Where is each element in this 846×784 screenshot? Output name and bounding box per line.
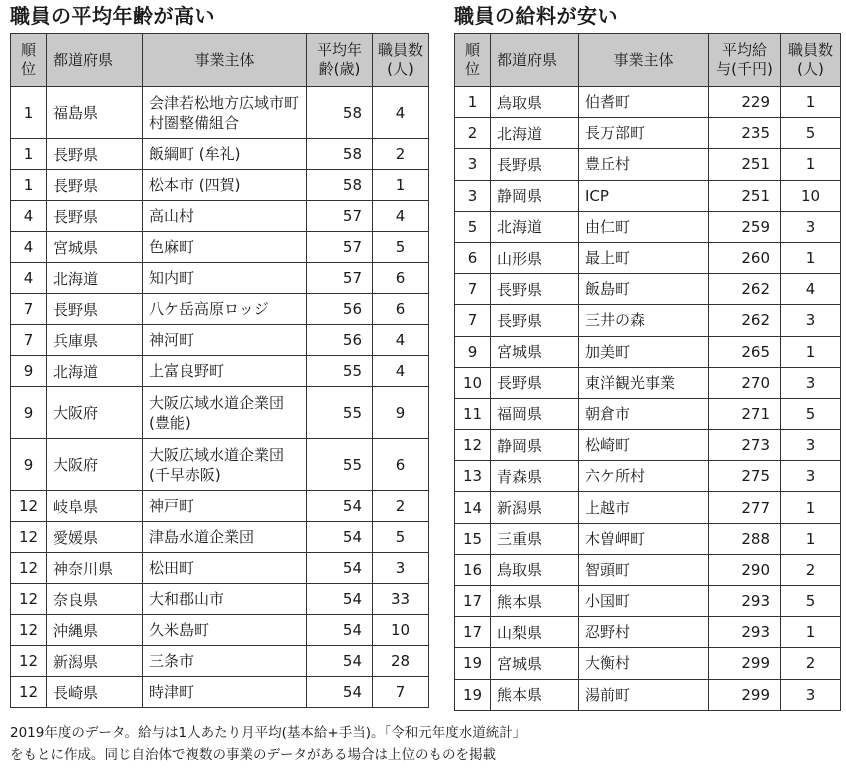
value-cell: 54 <box>307 584 373 615</box>
staff-count-cell: 4 <box>373 201 429 232</box>
footnote <box>10 722 840 766</box>
header-staff-count: 職員数 (人) <box>373 34 429 87</box>
oldest-staff-table <box>10 33 429 708</box>
rank-cell: 2 <box>455 118 491 149</box>
rank-cell: 19 <box>455 648 491 679</box>
staff-count-cell: 3 <box>781 305 841 336</box>
value-cell: 275 <box>709 461 781 492</box>
staff-count-cell: 2 <box>373 139 429 170</box>
prefecture-cell: 北海道 <box>491 118 579 149</box>
entity-cell: 長万部町 <box>579 118 709 149</box>
value-cell: 54 <box>307 522 373 553</box>
entity-cell: 神戸町 <box>143 491 307 522</box>
table-row <box>455 274 841 305</box>
staff-count-cell: 1 <box>781 87 841 118</box>
prefecture-cell: 大阪府 <box>47 387 143 439</box>
table-row <box>11 87 429 139</box>
prefecture-cell: 長野県 <box>47 139 143 170</box>
left-panel <box>10 0 428 708</box>
value-cell: 57 <box>307 201 373 232</box>
table-row <box>11 294 429 325</box>
table-row <box>455 430 841 461</box>
table-row <box>11 139 429 170</box>
rank-cell: 1 <box>455 87 491 118</box>
staff-count-cell: 5 <box>781 118 841 149</box>
entity-cell: 飯島町 <box>579 274 709 305</box>
prefecture-cell: 長野県 <box>491 149 579 180</box>
value-cell: 265 <box>709 336 781 367</box>
staff-count-cell: 5 <box>781 398 841 429</box>
entity-cell: 忍野村 <box>579 617 709 648</box>
value-cell: 54 <box>307 553 373 584</box>
rank-cell: 15 <box>455 523 491 554</box>
value-cell: 58 <box>307 87 373 139</box>
table-row <box>455 492 841 523</box>
table-row <box>11 201 429 232</box>
value-cell: 299 <box>709 679 781 710</box>
table-row <box>11 584 429 615</box>
table-row <box>11 553 429 584</box>
staff-count-cell: 4 <box>373 87 429 139</box>
prefecture-cell: 青森県 <box>491 461 579 492</box>
header-prefecture: 都道府県 <box>491 34 579 87</box>
staff-count-cell: 3 <box>781 430 841 461</box>
rank-cell: 3 <box>455 180 491 211</box>
lowest-salary-table <box>454 33 841 711</box>
prefecture-cell: 宮城県 <box>491 336 579 367</box>
staff-count-cell: 1 <box>781 617 841 648</box>
value-cell: 293 <box>709 617 781 648</box>
value-cell: 58 <box>307 139 373 170</box>
entity-cell: 神河町 <box>143 325 307 356</box>
value-cell: 55 <box>307 439 373 491</box>
entity-cell: 八ケ岳高原ロッジ <box>143 294 307 325</box>
rank-cell: 12 <box>11 553 47 584</box>
entity-cell: 知内町 <box>143 263 307 294</box>
staff-count-cell: 3 <box>781 211 841 242</box>
staff-count-cell: 28 <box>373 646 429 677</box>
prefecture-cell: 静岡県 <box>491 430 579 461</box>
table-header-row <box>11 34 429 87</box>
value-cell: 54 <box>307 615 373 646</box>
value-cell: 56 <box>307 294 373 325</box>
prefecture-cell: 北海道 <box>47 263 143 294</box>
staff-count-cell: 1 <box>373 170 429 201</box>
rank-cell: 17 <box>455 586 491 617</box>
prefecture-cell: 大阪府 <box>47 439 143 491</box>
rank-cell: 12 <box>11 522 47 553</box>
value-cell: 55 <box>307 356 373 387</box>
table-row <box>455 461 841 492</box>
staff-count-cell: 3 <box>373 553 429 584</box>
rank-cell: 12 <box>11 491 47 522</box>
table-row <box>11 170 429 201</box>
table-row <box>455 118 841 149</box>
value-cell: 262 <box>709 274 781 305</box>
rank-cell: 13 <box>455 461 491 492</box>
prefecture-cell: 北海道 <box>47 356 143 387</box>
rank-cell: 12 <box>11 615 47 646</box>
value-cell: 260 <box>709 242 781 273</box>
prefecture-cell: 長野県 <box>47 170 143 201</box>
entity-cell: 最上町 <box>579 242 709 273</box>
staff-count-cell: 2 <box>781 648 841 679</box>
rank-cell: 14 <box>455 492 491 523</box>
prefecture-cell: 福島県 <box>47 87 143 139</box>
table-row <box>11 439 429 491</box>
staff-count-cell: 6 <box>373 263 429 294</box>
entity-cell: 小国町 <box>579 586 709 617</box>
entity-cell: 三条市 <box>143 646 307 677</box>
rank-cell: 9 <box>11 356 47 387</box>
entity-cell: 東洋観光事業 <box>579 367 709 398</box>
value-cell: 277 <box>709 492 781 523</box>
staff-count-cell: 10 <box>781 180 841 211</box>
prefecture-cell: 北海道 <box>491 211 579 242</box>
prefecture-cell: 熊本県 <box>491 679 579 710</box>
table-header-row <box>455 34 841 87</box>
entity-cell: 時津町 <box>143 677 307 708</box>
value-cell: 259 <box>709 211 781 242</box>
table-row <box>11 491 429 522</box>
table-row <box>11 232 429 263</box>
prefecture-cell: 新潟県 <box>47 646 143 677</box>
value-cell: 235 <box>709 118 781 149</box>
table-row <box>11 646 429 677</box>
table-row <box>455 648 841 679</box>
value-cell: 270 <box>709 367 781 398</box>
entity-cell: 松田町 <box>143 553 307 584</box>
staff-count-cell: 3 <box>781 679 841 710</box>
rank-cell: 5 <box>455 211 491 242</box>
entity-cell: ICP <box>579 180 709 211</box>
staff-count-cell: 3 <box>781 461 841 492</box>
rank-cell: 12 <box>11 646 47 677</box>
value-cell: 58 <box>307 170 373 201</box>
table-row <box>455 398 841 429</box>
value-cell: 271 <box>709 398 781 429</box>
staff-count-cell: 9 <box>373 387 429 439</box>
table-row <box>11 677 429 708</box>
footnote-line: をもとに作成。同じ自治体で複数の事業のデータがある場合は上位のものを掲載 <box>10 747 496 763</box>
prefecture-cell: 山梨県 <box>491 617 579 648</box>
table-row <box>11 615 429 646</box>
prefecture-cell: 奈良県 <box>47 584 143 615</box>
value-cell: 229 <box>709 87 781 118</box>
rank-cell: 9 <box>11 439 47 491</box>
value-cell: 251 <box>709 149 781 180</box>
table-row <box>11 522 429 553</box>
entity-cell: 松崎町 <box>579 430 709 461</box>
prefecture-cell: 愛媛県 <box>47 522 143 553</box>
staff-count-cell: 1 <box>781 242 841 273</box>
left-table-title: 職員の平均年齢が高い <box>10 4 215 28</box>
rank-cell: 7 <box>11 325 47 356</box>
value-cell: 293 <box>709 586 781 617</box>
table-row <box>11 325 429 356</box>
value-cell: 290 <box>709 554 781 585</box>
rank-cell: 11 <box>455 398 491 429</box>
value-cell: 299 <box>709 648 781 679</box>
entity-cell: 智頭町 <box>579 554 709 585</box>
entity-cell: 津島水道企業団 <box>143 522 307 553</box>
staff-count-cell: 1 <box>781 492 841 523</box>
staff-count-cell: 7 <box>373 677 429 708</box>
entity-cell: 飯綱町 (牟礼) <box>143 139 307 170</box>
table-row <box>11 263 429 294</box>
staff-count-cell: 4 <box>373 356 429 387</box>
entity-cell: 上富良野町 <box>143 356 307 387</box>
prefecture-cell: 長崎県 <box>47 677 143 708</box>
prefecture-cell: 長野県 <box>47 201 143 232</box>
value-cell: 251 <box>709 180 781 211</box>
value-cell: 54 <box>307 491 373 522</box>
table-row <box>455 554 841 585</box>
prefecture-cell: 宮城県 <box>491 648 579 679</box>
staff-count-cell: 4 <box>373 325 429 356</box>
rank-cell: 12 <box>11 677 47 708</box>
header-average-age: 平均年 齢(歳) <box>307 34 373 87</box>
staff-count-cell: 1 <box>781 336 841 367</box>
prefecture-cell: 兵庫県 <box>47 325 143 356</box>
entity-cell: 朝倉市 <box>579 398 709 429</box>
prefecture-cell: 福岡県 <box>491 398 579 429</box>
table-row <box>455 180 841 211</box>
rank-cell: 4 <box>11 232 47 263</box>
rank-cell: 9 <box>455 336 491 367</box>
staff-count-cell: 6 <box>373 439 429 491</box>
prefecture-cell: 神奈川県 <box>47 553 143 584</box>
value-cell: 57 <box>307 263 373 294</box>
rank-cell: 19 <box>455 679 491 710</box>
rank-cell: 3 <box>455 149 491 180</box>
rank-cell: 7 <box>455 305 491 336</box>
staff-count-cell: 1 <box>781 523 841 554</box>
header-entity: 事業主体 <box>143 34 307 87</box>
header-rank: 順 位 <box>11 34 47 87</box>
rank-cell: 1 <box>11 170 47 201</box>
entity-cell: 豊丘村 <box>579 149 709 180</box>
staff-count-cell: 5 <box>373 232 429 263</box>
entity-cell: 湯前町 <box>579 679 709 710</box>
table-row <box>455 679 841 710</box>
staff-count-cell: 5 <box>373 522 429 553</box>
staff-count-cell: 3 <box>781 367 841 398</box>
table-row <box>455 367 841 398</box>
value-cell: 56 <box>307 325 373 356</box>
entity-cell: 大衡村 <box>579 648 709 679</box>
staff-count-cell: 2 <box>373 491 429 522</box>
prefecture-cell: 長野県 <box>491 274 579 305</box>
prefecture-cell: 鳥取県 <box>491 87 579 118</box>
rank-cell: 9 <box>11 387 47 439</box>
header-prefecture: 都道府県 <box>47 34 143 87</box>
entity-cell: 久米島町 <box>143 615 307 646</box>
value-cell: 55 <box>307 387 373 439</box>
rank-cell: 12 <box>455 430 491 461</box>
entity-cell: 上越市 <box>579 492 709 523</box>
header-average-salary: 平均給 与(千円) <box>709 34 781 87</box>
right-table-title: 職員の給料が安い <box>454 4 618 28</box>
staff-count-cell: 5 <box>781 586 841 617</box>
entity-cell: 大阪広域水道企業団 (豊能) <box>143 387 307 439</box>
rank-cell: 7 <box>455 274 491 305</box>
rank-cell: 4 <box>11 263 47 294</box>
entity-cell: 由仁町 <box>579 211 709 242</box>
entity-cell: 会津若松地方広域市町村圏整備組合 <box>143 87 307 139</box>
entity-cell: 大和郡山市 <box>143 584 307 615</box>
entity-cell: 伯耆町 <box>579 87 709 118</box>
rank-cell: 17 <box>455 617 491 648</box>
header-entity: 事業主体 <box>579 34 709 87</box>
prefecture-cell: 長野県 <box>491 305 579 336</box>
rank-cell: 10 <box>455 367 491 398</box>
footnote-line: 2019年度のデータ。給与は1人あたり月平均(基本給+手当)。「令和元年度水道統計」 <box>10 725 527 741</box>
staff-count-cell: 2 <box>781 554 841 585</box>
right-panel <box>454 0 840 711</box>
header-rank: 順 位 <box>455 34 491 87</box>
value-cell: 262 <box>709 305 781 336</box>
entity-cell: 加美町 <box>579 336 709 367</box>
table-row <box>455 149 841 180</box>
table-row <box>455 336 841 367</box>
rank-cell: 4 <box>11 201 47 232</box>
rank-cell: 1 <box>11 139 47 170</box>
entity-cell: 三井の森 <box>579 305 709 336</box>
prefecture-cell: 鳥取県 <box>491 554 579 585</box>
entity-cell: 色麻町 <box>143 232 307 263</box>
table-row <box>455 523 841 554</box>
table-row <box>455 87 841 118</box>
prefecture-cell: 長野県 <box>47 294 143 325</box>
prefecture-cell: 山形県 <box>491 242 579 273</box>
entity-cell: 六ケ所村 <box>579 461 709 492</box>
table-row <box>455 305 841 336</box>
entity-cell: 木曽岬町 <box>579 523 709 554</box>
table-row <box>455 617 841 648</box>
prefecture-cell: 岐阜県 <box>47 491 143 522</box>
value-cell: 54 <box>307 646 373 677</box>
entity-cell: 大阪広域水道企業団 (千早赤阪) <box>143 439 307 491</box>
staff-count-cell: 33 <box>373 584 429 615</box>
value-cell: 273 <box>709 430 781 461</box>
staff-count-cell: 4 <box>781 274 841 305</box>
table-row <box>455 242 841 273</box>
prefecture-cell: 熊本県 <box>491 586 579 617</box>
value-cell: 288 <box>709 523 781 554</box>
entity-cell: 松本市 (四賀) <box>143 170 307 201</box>
staff-count-cell: 6 <box>373 294 429 325</box>
header-staff-count: 職員数 (人) <box>781 34 841 87</box>
rank-cell: 7 <box>11 294 47 325</box>
prefecture-cell: 宮城県 <box>47 232 143 263</box>
prefecture-cell: 沖縄県 <box>47 615 143 646</box>
table-row <box>455 211 841 242</box>
table-row <box>455 586 841 617</box>
rank-cell: 12 <box>11 584 47 615</box>
prefecture-cell: 長野県 <box>491 367 579 398</box>
prefecture-cell: 新潟県 <box>491 492 579 523</box>
rank-cell: 1 <box>11 87 47 139</box>
value-cell: 57 <box>307 232 373 263</box>
prefecture-cell: 静岡県 <box>491 180 579 211</box>
rank-cell: 16 <box>455 554 491 585</box>
rank-cell: 6 <box>455 242 491 273</box>
entity-cell: 高山村 <box>143 201 307 232</box>
prefecture-cell: 三重県 <box>491 523 579 554</box>
staff-count-cell: 1 <box>781 149 841 180</box>
table-row <box>11 356 429 387</box>
table-row <box>11 387 429 439</box>
value-cell: 54 <box>307 677 373 708</box>
staff-count-cell: 10 <box>373 615 429 646</box>
